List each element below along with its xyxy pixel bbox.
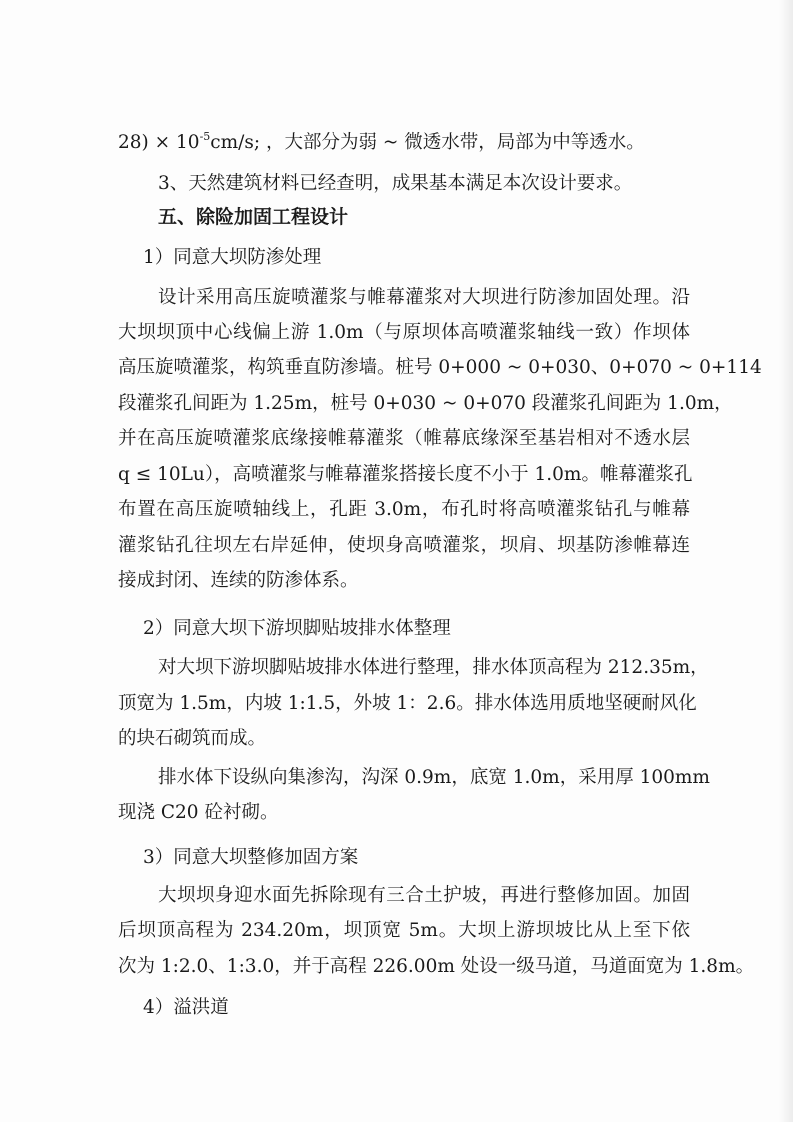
scan-edge-shadow — [779, 0, 793, 1122]
body-line-15: 对大坝下游坝脚贴坡排水体进行整理，排水体顶高程为 212.35m， — [158, 657, 709, 678]
body-line-1 — [118, 131, 645, 155]
body-line-13: 接成封闭、连续的防渗体系。 — [118, 570, 359, 591]
body-line-10: q ≤ 10Lu），高喷灌浆与帷幕灌浆搭接长度不小于 1.0m。帷幕灌浆孔 — [118, 464, 693, 485]
subheading-4: 4）溢洪道 — [143, 997, 229, 1018]
subheading-3: 3）同意大坝整修加固方案 — [143, 847, 359, 868]
subheading-2: 2）同意大坝下游坝脚贴坡排水体整理 — [143, 618, 451, 639]
body-line-7: 高压旋喷灌浆，构筑垂直防渗墙。桩号 0+000 ~ 0+030、0+070 ~ 0+114 — [118, 357, 762, 378]
line-1-exponent: -5 — [199, 129, 211, 143]
body-line-17: 的块石砌筑而成。 — [118, 728, 267, 749]
body-line-21: 大坝坝身迎水面先拆除现有三合土护坡，再进行整修加固。加固 — [158, 885, 690, 906]
body-line-22: 后坝顶高程为 234.20m，坝顶宽 5m。大坝上游坝坡比从上至下依 — [118, 920, 690, 941]
body-line-5: 设计采用高压旋喷灌浆与帷幕灌浆对大坝进行防渗加固处理。沿 — [158, 287, 690, 308]
body-line-6: 大坝坝顶中心线偏上游 1.0m（与原坝体高喷灌浆轴线一致）作坝体 — [118, 322, 690, 343]
body-line-23: 次为 1:2.0、1:3.0，并于高程 226.00m 处设一级马道，马道面宽为 1.8m。 — [118, 956, 755, 977]
body-line-19: 现浇 C20 砼衬砌。 — [118, 802, 279, 823]
line-1-prefix: 28) × 10 — [118, 132, 200, 153]
body-line-9: 并在高压旋喷灌浆底缘接帷幕灌浆（帷幕底缘深至基岩相对不透水层 — [118, 428, 690, 449]
body-line-8: 段灌浆孔间距为 1.25m，桩号 0+030 ~ 0+070 段灌浆孔间距为 1.0m， — [118, 393, 733, 414]
section-heading: 五、除险加固工程设计 — [158, 206, 349, 228]
body-line-16: 顶宽为 1.5m，内坡 1:1.5，外坡 1：2.6。排水体选用质地坚硬耐风化 — [118, 693, 697, 714]
subheading-1: 1）同意大坝防渗处理 — [143, 247, 322, 268]
body-line-12: 灌浆钻孔往坝左右岸延伸，使坝身高喷灌浆，坝肩、坝基防渗帷幕连 — [118, 535, 690, 556]
body-line-11: 布置在高压旋喷轴线上，孔距 3.0m，布孔时将高喷灌浆钻孔与帷幕 — [118, 499, 690, 520]
line-1-suffix: cm/s; ，大部分为弱 ~ 微透水带，局部为中等透水。 — [210, 132, 645, 153]
body-line-18: 排水体下设纵向集渗沟，沟深 0.9m，底宽 1.0m，采用厚 100mm — [158, 767, 710, 788]
body-line-2: 3、天然建筑材料已经查明，成果基本满足本次设计要求。 — [158, 173, 633, 194]
